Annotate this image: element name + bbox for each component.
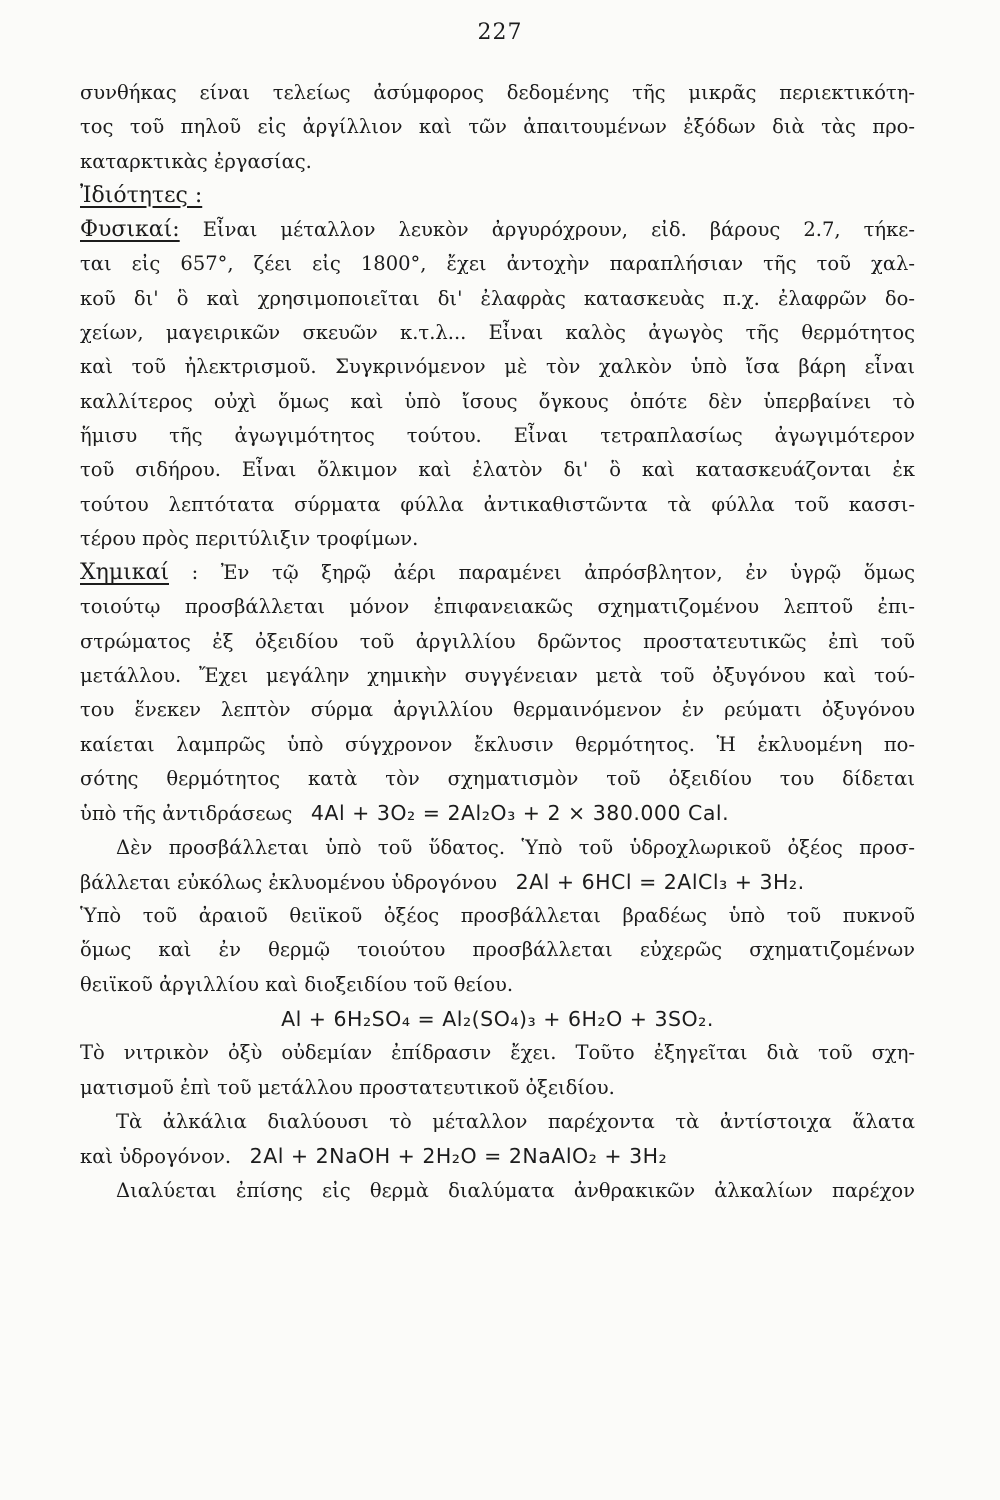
- page-body: [80, 76, 915, 1208]
- text-line: ὅμως καὶ ἐν θερμῷ τοιούτου προσβάλλεται εὐχερῶς σχηματιζομένων: [80, 938, 915, 962]
- alkali-line: [80, 1139, 915, 1173]
- text-line: Διαλύεται ἐπίσης εἰς θερμὰ διαλύματα ἀνθρακικῶν ἀλκαλίων παρέχον: [116, 1178, 915, 1202]
- text-line: : Ἐν τῷ ξηρῷ ἀέρι παραμένει ἀπρόσβλητον, ἐν ὑγρῷ ὅμως: [191, 561, 915, 585]
- text-line: σότης θερμότητος κατὰ τὸν σχηματισμὸν τοῦ ὀξειδίου του δίδεται: [80, 766, 915, 790]
- text-line: καταρκτικὰς ἐργασίας.: [80, 149, 312, 173]
- text-line: του ἕνεκεν λεπτὸν σύρμα ἀργιλλίου θερμαινόμενον ἐν ρεύματι ὀξυγόνου: [80, 698, 915, 722]
- text-line: κοῦ δι' ὃ καὶ χρησιμοποιεῖται δι' ἐλαφρὰς κατασκευὰς π.χ. ἐλαφρῶν δο-: [80, 286, 915, 310]
- text-line: Τὰ ἀλκάλια διαλύουσι τὸ μέταλλον παρέχοντα τὰ ἀντίστοιχα ἅλατα: [116, 1109, 915, 1133]
- text-line: Δὲν προσβάλλεται ὑπὸ τοῦ ὕδατος. Ὑπὸ τοῦ ὑδροχλωρικοῦ ὀξέος προσ-: [116, 835, 915, 859]
- text-line: Ὑπὸ τοῦ ἀραιοῦ θειϊκοῦ ὀξέος προσβάλλεται βραδέως ὑπὸ τοῦ πυκνοῦ: [80, 904, 915, 928]
- text-line: καὶ τοῦ ἠλεκτρισμοῦ. Συγκρινόμενον μὲ τὸν χαλκὸν ὑπὸ ἴσα βάρη εἶναι: [80, 355, 915, 379]
- page-number: 227: [477, 20, 523, 45]
- physical-heading: Φυσικαί:: [80, 217, 180, 243]
- text-line: μετάλλου. Ἔχει μεγάλην χημικὴν συγγένειαν μετὰ τοῦ ὀξυγόνου καὶ τού-: [80, 664, 915, 688]
- text-line: τοιούτῳ προσβάλλεται μόνον ἐπιφανειακῶς σχηματιζομένου λεπτοῦ ἐπι-: [80, 595, 915, 619]
- text-line: βάλλεται εὐκόλως ἐκλυομένου ὑδρογόνου: [80, 870, 497, 894]
- text-line: καὶ ὑδρογόνον.: [80, 1145, 232, 1169]
- text-line: ματισμοῦ ἐπὶ τοῦ μετάλλου προστατευτικοῦ ὀξειδίου.: [80, 1075, 615, 1099]
- reaction-line: [80, 796, 915, 830]
- text-line: τοῦ σιδήρου. Εἶναι ὄλκιμον καὶ ἐλατὸν δι' ὃ καὶ κατασκευάζονται ἐκ: [80, 458, 915, 482]
- text-line: καίεται λαμπρῶς ὑπὸ σύγχρονον ἔκλυσιν θερμότητος. Ἡ ἐκλυομένη πο-: [80, 732, 915, 756]
- physical-first-line: [80, 213, 915, 247]
- text-line: ὑπὸ τῆς ἀντιδράσεως: [80, 802, 293, 826]
- text-line: στρώματος ἐξ ὀξειδίου τοῦ ἀργιλλίου δρῶντος προστατευτικῶς ἐπὶ τοῦ: [80, 629, 915, 653]
- sulfuric-formula: Al + 6H₂SO₄ = Al₂(SO₄)₃ + 6H₂O + 3SO₂.: [281, 1007, 714, 1032]
- hcl-formula: 2Al + 6HCl = 2AlCl₃ + 3H₂.: [515, 869, 805, 894]
- oxidation-formula: 4Al + 3O₂ = 2Al₂O₃ + 2 × 380.000 Cal.: [310, 801, 730, 826]
- text-line: συνθήκας είναι τελείως ἀσύμφορος δεδομένης τῆς μικρᾶς περιεκτικότη-: [80, 81, 915, 104]
- alkali-formula: 2Al + 2NaOH + 2H₂O = 2NaAlO₂ + 3H₂: [249, 1144, 668, 1169]
- text-line: τούτου λεπτότατα σύρματα φύλλα ἀντικαθιστῶντα τὰ φύλλα τοῦ κασσι-: [80, 492, 915, 516]
- text-line: καλλίτερος οὐχὶ ὅμως καὶ ὑπὸ ἴσους ὄγκους ὁπότε δὲν ὑπερβαίνει τὸ: [80, 389, 915, 413]
- chemical-first-line: [80, 556, 915, 590]
- text-line: τέρου πρὸς περιτύλιξιν τροφίμων.: [80, 526, 419, 550]
- text-line: τος τοῦ πηλοῦ εἰς ἀργίλλιον καὶ τῶν ἀπαιτουμένων ἐξόδων διὰ τὰς προ-: [80, 115, 915, 139]
- properties-heading: Ἰδιότητες :: [80, 182, 203, 208]
- text-line: θειϊκοῦ ἀργιλλίου καὶ διοξειδίου τοῦ θείου.: [80, 972, 514, 996]
- text-line: ἥμισυ τῆς ἀγωγιμότητος τούτου. Εἶναι τετραπλασίως ἀγωγιμότερον: [80, 423, 915, 447]
- text-line: ται εἰς 657°, ζέει εἰς 1800°, ἔχει ἀντοχὴν παραπλήσιαν τῆς τοῦ χαλ-: [80, 252, 915, 276]
- text-line: Τὸ νιτρικὸν ὀξὺ οὐδεμίαν ἐπίδρασιν ἔχει. Τοῦτο ἐξηγεῖται διὰ τοῦ σχη-: [80, 1041, 915, 1065]
- hcl-line: [80, 865, 915, 899]
- text-line: Εἶναι μέταλλον λευκὸν ἀργυρόχρουν, εἰδ. βάρους 2.7, τήκε-: [202, 218, 915, 242]
- text-line: χείων, μαγειρικῶν σκευῶν κ.τ.λ... Εἶναι καλὸς ἀγωγὸς τῆς θερμότητος: [80, 321, 915, 345]
- chemical-heading: Χημικαί: [80, 560, 169, 586]
